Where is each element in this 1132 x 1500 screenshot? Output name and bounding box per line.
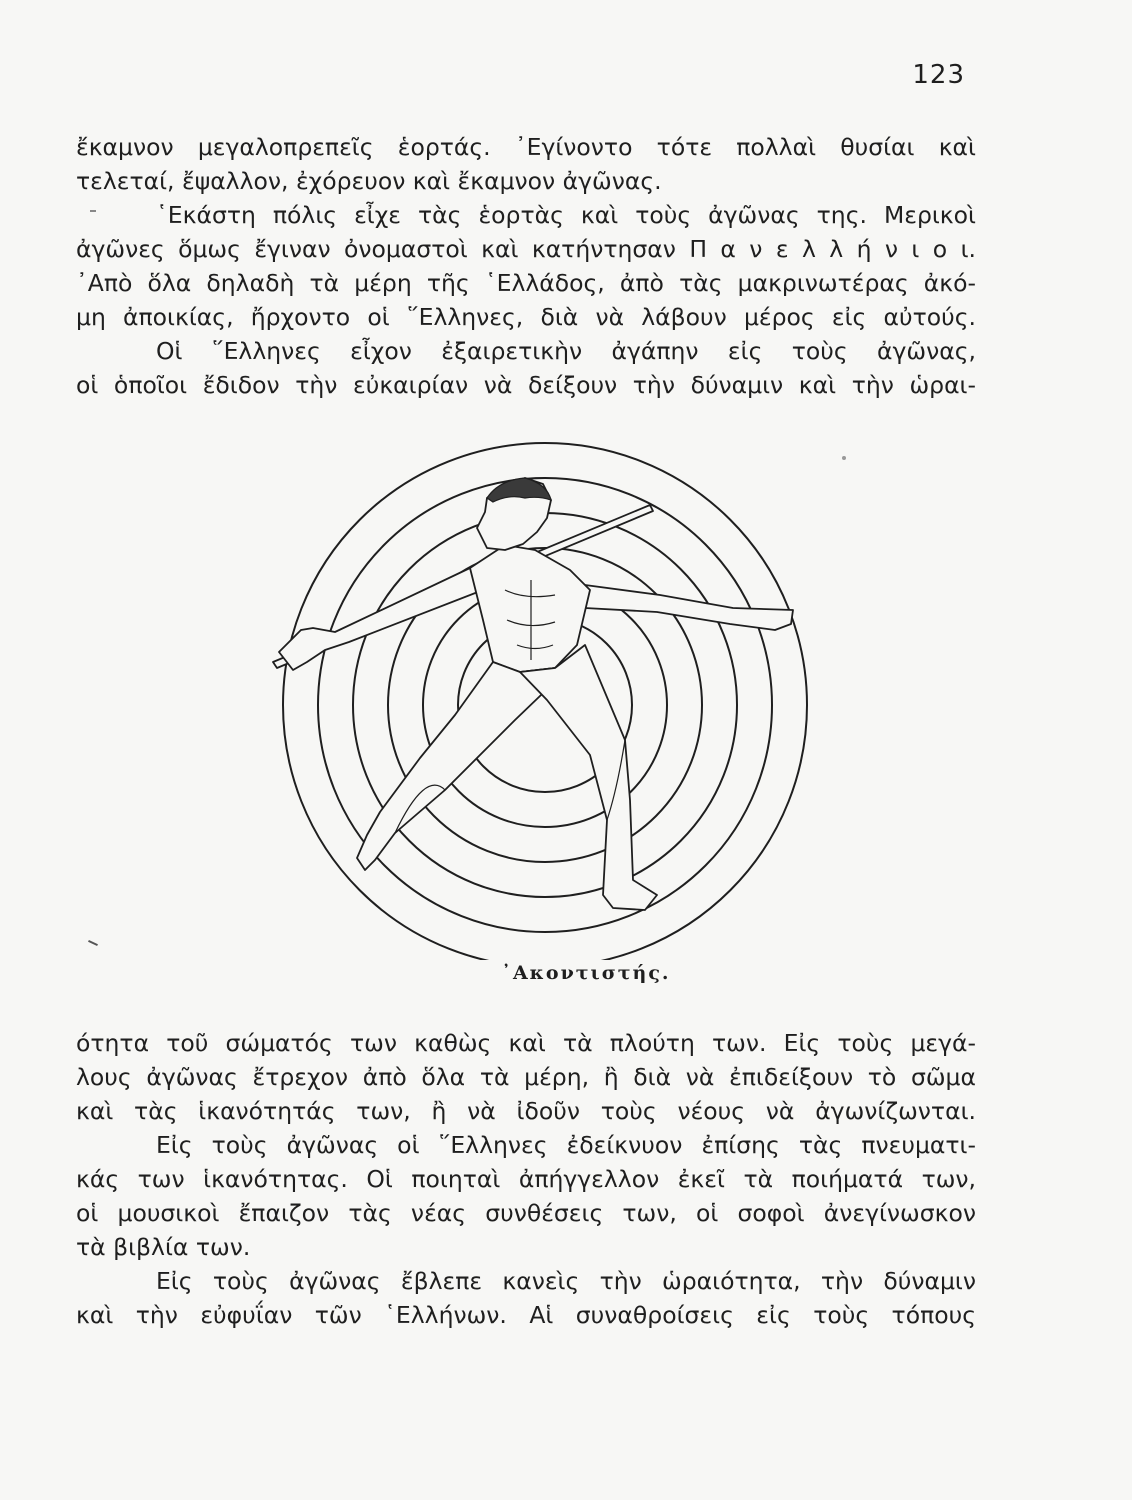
page-number: 123: [912, 60, 965, 90]
text-line: οἱ μουσικοὶ ἔπαιζον τὰς νέας συνθέσεις των, οἱ σοφοὶ ἀνεγίνωσκον: [76, 1199, 976, 1227]
text-line: Εἰς τοὺς ἀγῶνας ἔβλεπε κανεὶς τὴν ὡραιότητα, τὴν δύναμιν: [156, 1267, 976, 1295]
text-line: τὰ βιβλία των.: [76, 1233, 251, 1261]
text-line: ῾Εκάστη πόλις εἶχε τὰς ἑορτὰς καὶ τοὺς ἀγῶνας της. Μερικοὶ: [156, 201, 976, 229]
torso: [470, 545, 590, 672]
text-line: ἀγῶνες ὅμως ἔγιναν ὀνομαστοὶ καὶ κατήντησαν Π α ν ε λ λ ή ν ι ο ι.: [76, 235, 976, 263]
print-speck: [90, 210, 96, 212]
figure-caption: ᾿Ακοντιστής.: [501, 962, 671, 984]
left-arm: [279, 568, 483, 670]
top-text-block: [76, 130, 976, 402]
text-line: καὶ τὴν εὐφυΐαν τῶν ῾Ελλήνων. Αἱ συναθροίσεις εἰς τοὺς τόπους: [76, 1301, 976, 1329]
right-arm: [585, 585, 793, 630]
text-line: λους ἀγῶνας ἔτρεχον ἀπὸ ὅλα τὰ μέρη, ἢ διὰ νὰ ἐπιδείξουν τὸ σῶμα: [76, 1063, 976, 1091]
athlete-figure: [273, 478, 793, 910]
bottom-text-block: [76, 1026, 976, 1332]
text-line: ότητα τοῦ σώματός των καθὼς καὶ τὰ πλούτη των. Εἰς τοὺς μεγά-: [76, 1029, 976, 1057]
text-line: κάς των ἱκανότητας. Οἱ ποιηταὶ ἀπήγγελλον ἐκεῖ τὰ ποιήματά των,: [76, 1165, 976, 1193]
text-line: οἱ ὁποῖοι ἔδιδον τὴν εὐκαιρίαν νὰ δείξουν τὴν δύναμιν καὶ τὴν ὡραι-: [76, 371, 976, 399]
text-line: Οἱ ῞Ελληνες εἶχον ἐξαιρετικὴν ἀγάπην εἰς τοὺς ἀγῶνας,: [156, 337, 976, 365]
concentric-ring: [318, 478, 772, 932]
text-line: τελεταί, ἔψαλλον, ἐχόρευον καὶ ἔκαμνον ἀγῶνας.: [76, 167, 662, 195]
text-line: μη ἀποικίας, ἤρχοντο οἱ ῞Ελληνες, διὰ νὰ λάβουν μέρος εἰς αὐτούς.: [76, 303, 976, 331]
text-line: ᾿Απὸ ὅλα δηλαδὴ τὰ μέρη τῆς ῾Ελλάδος, ἀπὸ τὰς μακρινωτέρας ἀκό-: [76, 269, 976, 297]
text-line: καὶ τὰς ἱκανότητάς των, ἢ νὰ ἰδοῦν τοὺς νέους νὰ ἀγωνίζωνται.: [76, 1097, 976, 1125]
javelin-thrower-illustration: [255, 440, 815, 960]
text-line: ἔκαμνον μεγαλοπρεπεῖς ἑορτάς. ᾿Εγίνοντο τότε πολλαὶ θυσίαι καὶ: [76, 133, 976, 161]
print-speck: [88, 940, 98, 946]
text-line: Εἰς τοὺς ἀγῶνας οἱ ῞Ελληνες ἐδείκνυον ἐπίσης τὰς πνευματι-: [156, 1131, 976, 1159]
print-speck: [842, 456, 846, 460]
right-leg: [520, 645, 657, 910]
